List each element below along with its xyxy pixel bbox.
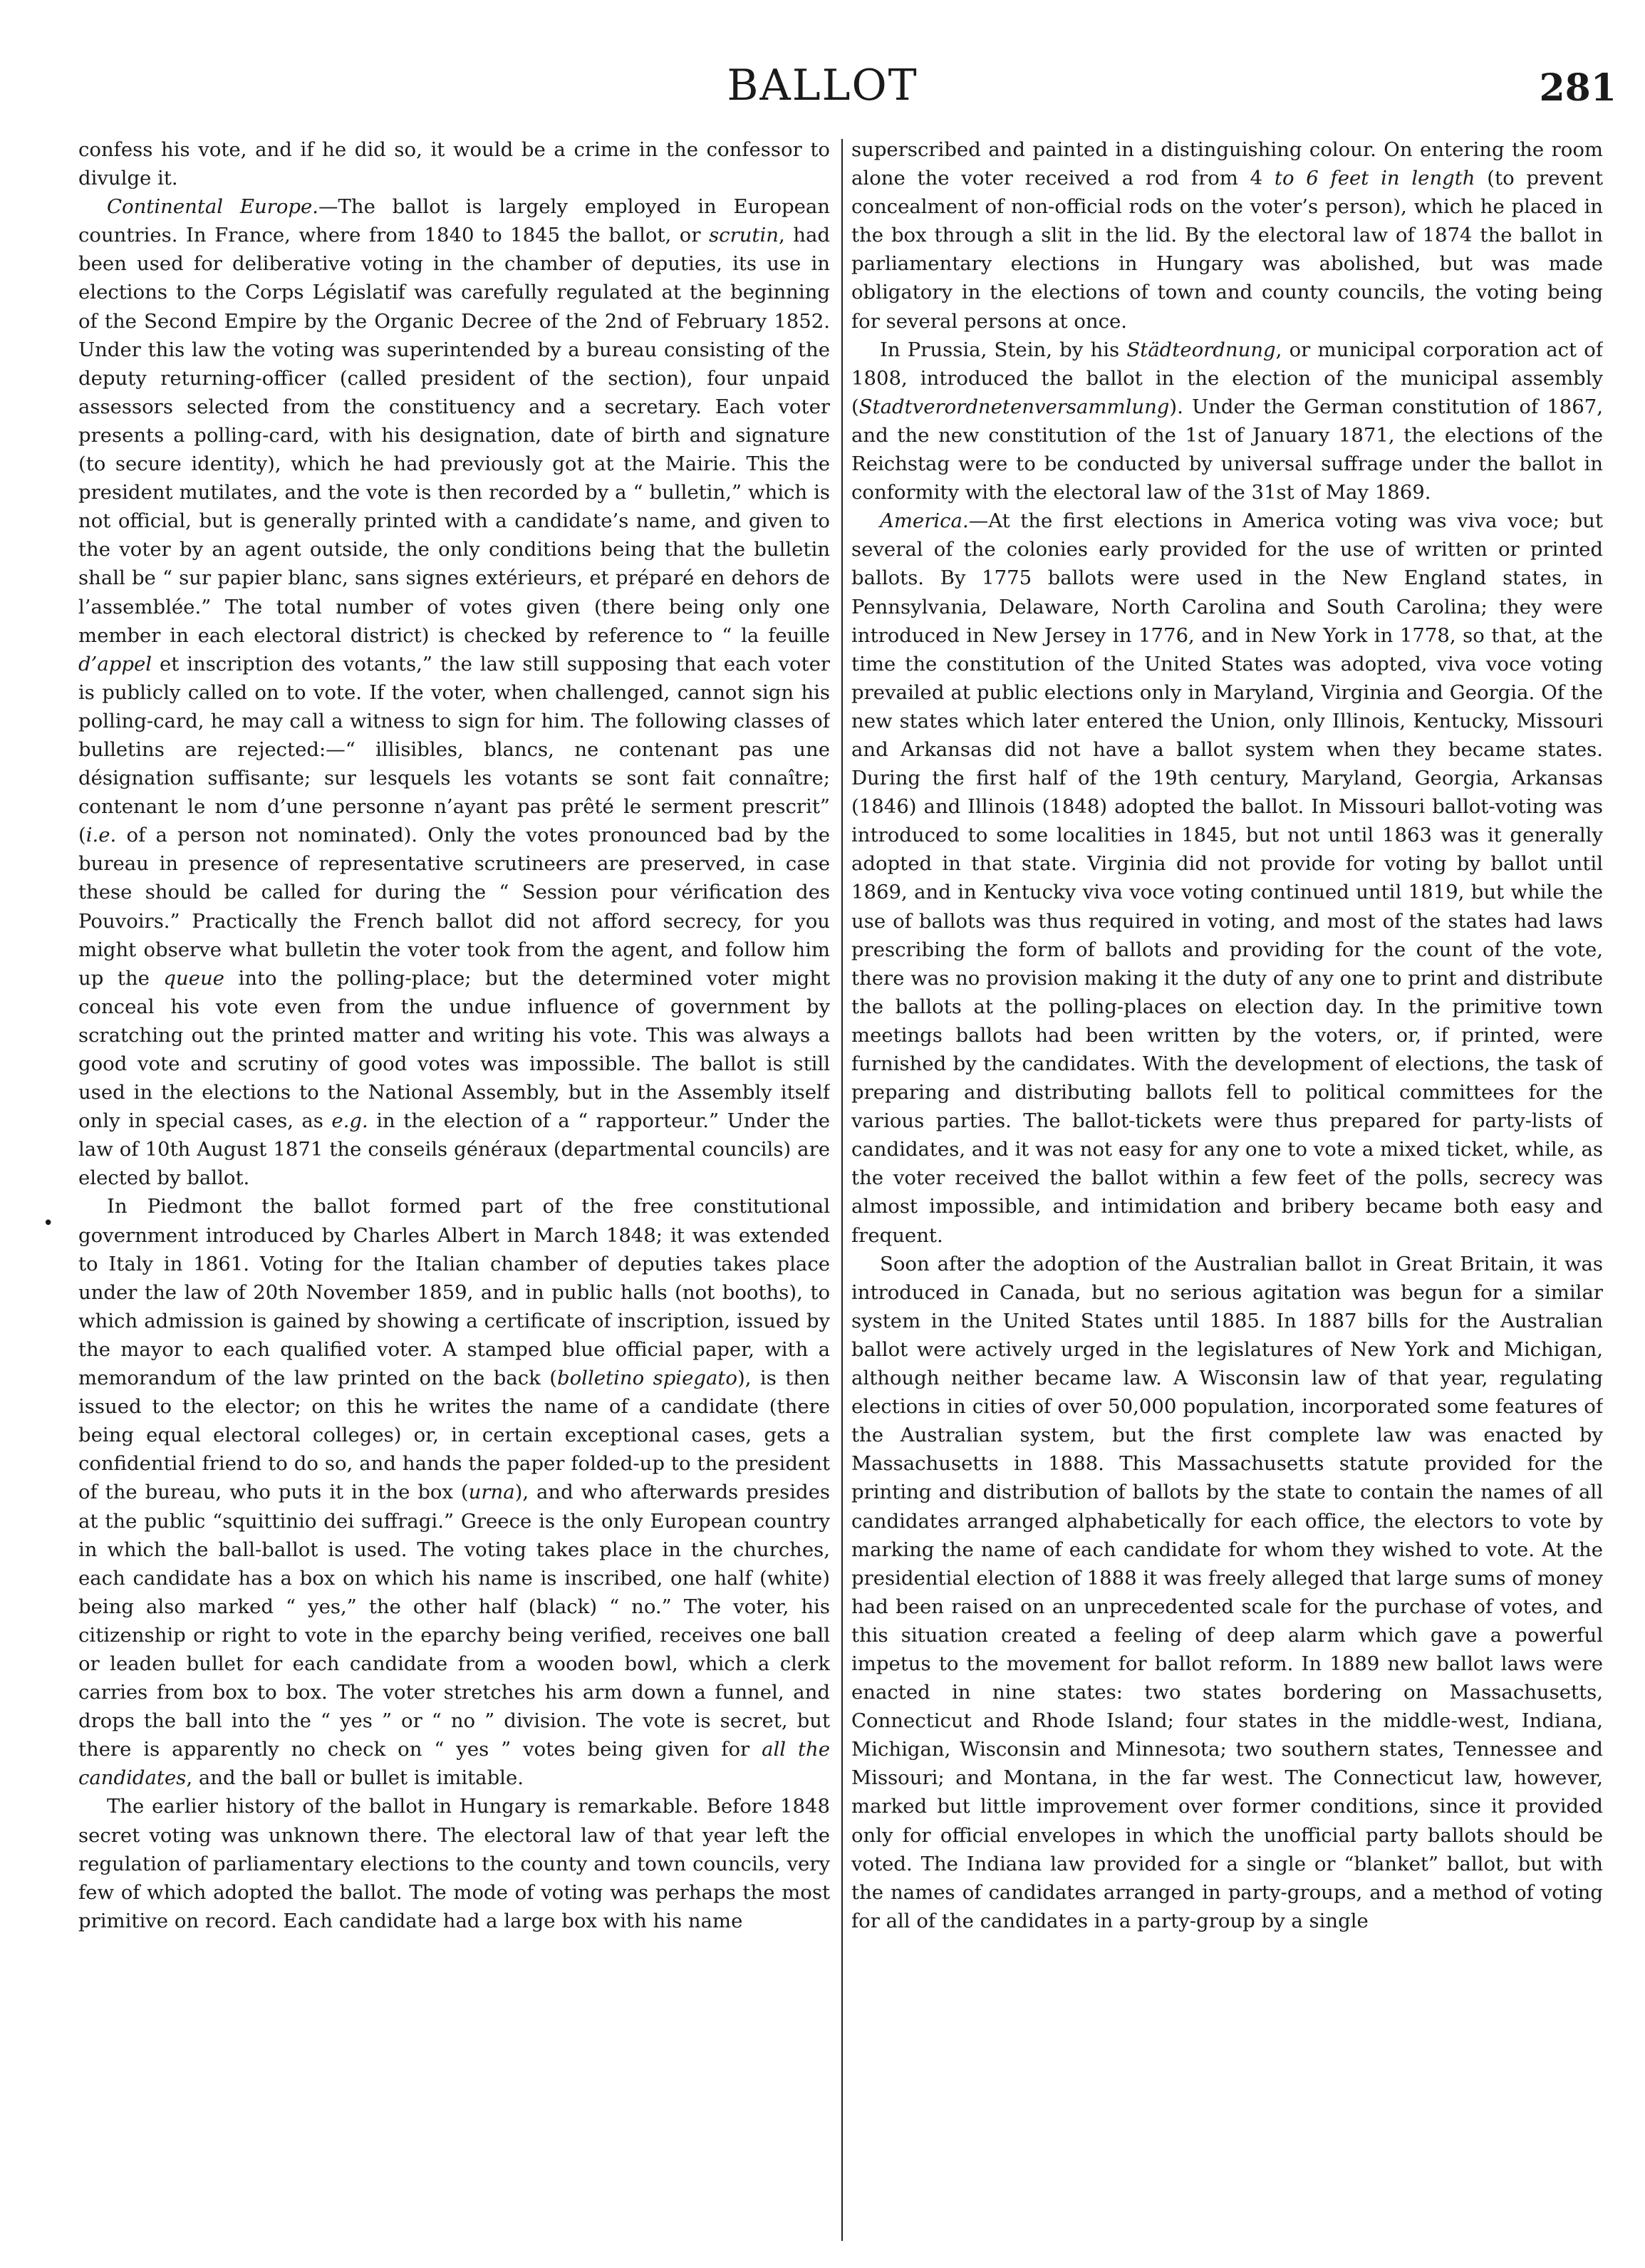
- paragraph-continental-europe: Continental Europe.—The ballot is largely employed in European countries. In France, where from 1840 to 1845 the ballot, or scrutin, had been used for deliberative voting in the chamber of deputies, its use in elections to the Corps Législatif was carefully regulated at the beginning of the Second Empire by the Organic Decree of the 2nd of February 1852. Under this law the voting was superintended by a bureau consisting of the deputy returning-officer (called president of the section), four unpaid assessors selected from the constituency and a secretary. Each voter presents a polling-card, with his designation, date of birth and signature (to secure identity), which he had previously got at the Mairie. This the president mutilates, and the vote is then recorded by a “ bulletin,” which is not official, but is generally printed with a candidate’s name, and given to the voter by an agent outside, the only conditions being that the bulletin shall be “ sur papier blanc, sans signes extérieurs, et préparé en dehors de l’assemblée.” The total number of votes given (there being only one member in each electoral district) is checked by reference to “ la feuille d’appel et inscription des votants,” the law still supposing that each voter is publicly called on to vote. If the voter, when challenged, cannot sign his polling-card, he may call a witness to sign for him. The following classes of bulletins are rejected:—“ illisibles, blancs, ne contenant pas une désignation suffisante; sur lesquels les votants se sont fait connaître; contenant le nom d’une personne n’ayant pas prêté le serment prescrit” (i.e. of a person not nominated). Only the votes pronounced bad by the bureau in presence of representative scrutineers are preserved, in case these should be called for during the “ Session pour vérification des Pouvoirs.” Practically the French ballot did not afford secrecy, for you might observe what bulletin the voter took from the agent, and follow him up the queue into the polling-place; but the determined voter might conceal his vote even from the undue influence of government by scratching out the printed matter and writing his vote. This was always a good vote and scrutiny of good votes was impossible. The ballot is still used in the elections to the National Assembly, but in the Assembly itself only in special cases, as e.g. in the election of a “ rapporteur.” Under the law of 10th August 1871 the conseils généraux (departmental councils) are elected by ballot.: [78, 195, 830, 1190]
- page-number: 281: [1539, 66, 1617, 110]
- paragraph-confess: confess his vote, and if he did so, it would be a crime in the confessor to divulge it.: [78, 138, 830, 190]
- running-title: BALLOT: [727, 61, 918, 110]
- left-column: [78, 135, 830, 2244]
- column-divider: [841, 139, 843, 2241]
- right-column: [851, 135, 1603, 2244]
- paragraph-prussia: In Prussia, Stein, by his Städteordnung, or municipal corporation act of 1808, introduced the ballot in the election of the municipal assembly (Stadtverordnetenversammlung). Under the German constitution of 1867, and the new constitution of the 1st of January 1871, the elections of the Reichstag were to be conducted by universal suffrage under the ballot in conformity with the electoral law of the 31st of May 1869.: [851, 338, 1603, 504]
- paragraph-hungary-continued: superscribed and painted in a distinguishing colour. On entering the room alone the voter received a rod from 4 to 6 feet in length (to prevent concealment of non-official rods on the voter’s person), which he placed in the box through a slit in the lid. By the electoral law of 1874 the ballot in parliamentary elections in Hungary was abolished, but was made obligatory in the elections of town and county councils, the voting being for several persons at once.: [851, 138, 1603, 333]
- paragraph-america: America.—At the first elections in America voting was viva voce; but several of the colonies early provided for the use of written or printed ballots. By 1775 ballots were used in the New England states, in Pennsylvania, Delaware, North Carolina and South Carolina; they were introduced in New Jersey in 1776, and in New York in 1778, so that, at the time the constitution of the United States was adopted, viva voce voting prevailed at public elections only in Maryland, Virginia and Georgia. Of the new states which later entered the Union, only Illinois, Kentucky, Missouri and Arkansas did not have a ballot system when they became states. During the first half of the 19th century, Maryland, Georgia, Arkansas (1846) and Illinois (1848) adopted the ballot. In Missouri ballot-voting was introduced to some localities in 1845, but not until 1863 was it generally adopted in that state. Virginia did not provide for voting by ballot until 1869, and in Kentucky viva voce voting continued until 1819, but while the use of ballots was thus required in voting, and most of the states had laws prescribing the form of ballots and providing for the count of the vote, there was no provision making it the duty of any one to print and distribute the ballots at the polling-places on election day. In the primitive town meetings ballots had been written by the voters, or, if printed, were furnished by the candidates. With the development of elections, the task of preparing and distributing ballots fell to political committees for the various parties. The ballot-tickets were thus prepared for party-lists of candidates, and it was not easy for any one to vote a mixed ticket, while, as the voter received the ballot within a few feet of the polls, secrecy was almost impossible, and intimidation and bribery became both easy and frequent.: [851, 509, 1603, 1247]
- paragraph-piedmont: In Piedmont the ballot formed part of the free constitutional government introduced by Charles Albert in March 1848; it was extended to Italy in 1861. Voting for the Italian chamber of deputies takes place under the law of 20th November 1859, and in public halls (not booths), to which admission is gained by showing a certificate of inscription, issued by the mayor to each qualified voter. A stamped blue official paper, with a memorandum of the law printed on the back (bolletino spiegato), is then issued to the elector; on this he writes the name of a candidate (there being equal electoral colleges) or, in certain exceptional cases, gets a confidential friend to do so, and hands the paper folded-up to the president of the bureau, who puts it in the box (urna), and who afterwards presides at the public “squittinio dei suffragi.” Greece is the only European country in which the ball-ballot is used. The voting takes place in the churches, each candidate has a box on which his name is inscribed, one half (white) being also marked “ yes,” the other half (black) “ no.” The voter, his citizenship or right to vote in the eparchy being verified, receives one ball or leaden bullet for each candidate from a wooden bowl, which a clerk carries from box to box. The voter stretches his arm down a funnel, and drops the ball into the “ yes ” or “ no ” division. The vote is secret, but there is apparently no check on “ yes ” votes being given for all the candidates, and the ball or bullet is imitable.: [78, 1195, 830, 1790]
- section-label-continental-europe: Continental Europe.: [107, 195, 319, 219]
- paragraph-hungary: The earlier history of the ballot in Hungary is remarkable. Before 1848 secret voting was unknown there. The electoral law of that year left the regulation of parliamentary elections to the county and town councils, very few of which adopted the ballot. The mode of voting was perhaps the most primitive on record. Each candidate had a large box with his name: [78, 1795, 830, 1932]
- section-label-america: America.: [880, 509, 969, 533]
- paragraph-australian-ballot: Soon after the adoption of the Australian ballot in Great Britain, it was introduced in Canada, but no serious agitation was begun for a similar system in the United States until 1885. In 1887 bills for the Australian ballot were actively urged in the legislatures of New York and Michigan, although neither became law. A Wisconsin law of that year, regulating elections in cities of over 50,000 population, incorporated some features of the Australian system, but the first complete law was enacted by Massachusetts in 1888. This Massachusetts statute provided for the printing and distribution of ballots by the state to contain the names of all candidates arranged alphabetically for each office, the electors to vote by marking the name of each candidate for whom they wished to vote. At the presidential election of 1888 it was freely alleged that large sums of money had been raised on an unprecedented scale for the purchase of votes, and this situation created a feeling of deep alarm which gave a powerful impetus to the movement for ballot reform. In 1889 new ballot laws were enacted in nine states: two states bordering on Massachusetts, Connecticut and Rhode Island; four states in the middle-west, Indiana, Michigan, Wisconsin and Minnesota; two southern states, Tennessee and Missouri; and Montana, in the far west. The Connecticut law, however, marked but little improvement over former conditions, since it provided only for official envelopes in which the unofficial party ballots should be voted. The Indiana law provided for a single or “blanket” ballot, but with the names of candidates arranged in party-groups, and a method of voting for all of the candidates in a party-group by a single: [851, 1252, 1603, 1932]
- margin-mark: •: [43, 1213, 54, 1234]
